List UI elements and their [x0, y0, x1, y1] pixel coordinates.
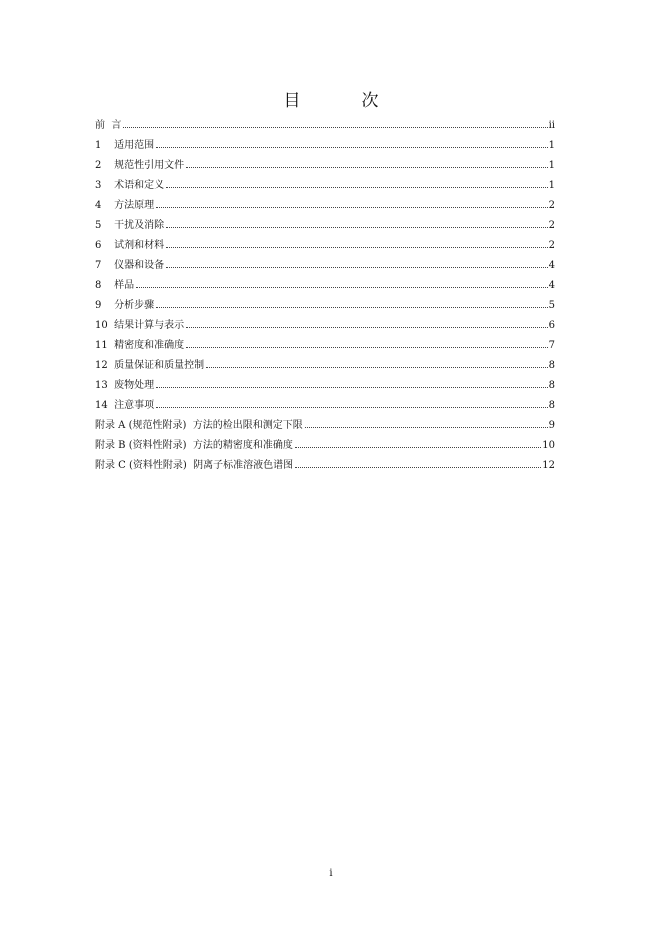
toc-entry-title: 4 方法原理 [95, 200, 155, 211]
toc-entry-page: 5 [548, 300, 555, 311]
toc-entry-title: 9 分析步骤 [95, 300, 155, 311]
toc-entry[interactable] [95, 219, 555, 239]
toc-entry-page: 1 [548, 140, 555, 151]
page-title: 目 次 [283, 91, 401, 111]
page-number: i [329, 868, 333, 879]
dot-leader [305, 427, 548, 428]
toc-entry[interactable] [95, 159, 555, 179]
toc-entry[interactable] [95, 359, 555, 379]
dot-leader [156, 387, 548, 388]
toc-entry-page: ii [548, 120, 555, 131]
toc-entry-page: 8 [548, 360, 555, 371]
toc-entry[interactable] [95, 419, 555, 439]
dot-leader [136, 287, 548, 288]
dot-leader [166, 227, 548, 228]
dot-leader [156, 147, 548, 148]
toc-entry[interactable] [95, 279, 555, 299]
toc-entry-title: 6 试剂和材料 [95, 240, 165, 251]
dot-leader [166, 247, 548, 248]
toc-entry-page: 2 [548, 200, 555, 211]
dot-leader [166, 267, 548, 268]
toc-entry[interactable] [95, 199, 555, 219]
toc-entry-page: 9 [548, 420, 555, 431]
toc-entry[interactable] [95, 259, 555, 279]
toc-entry-title: 3 术语和定义 [95, 180, 165, 191]
toc-entry-page: 10 [542, 440, 555, 451]
dot-leader [295, 447, 541, 448]
toc-entry-title: 10 结果计算与表示 [95, 320, 185, 331]
toc-entry-title: 附录 B (资料性附录) 方法的精密度和准确度 [95, 440, 293, 451]
toc-entry[interactable] [95, 179, 555, 199]
toc-entry-title: 11 精密度和准确度 [95, 340, 185, 351]
toc-entry-title: 附录 A (规范性附录) 方法的检出限和测定下限 [95, 420, 303, 431]
toc-entry[interactable] [95, 299, 555, 319]
toc-entry-page: 1 [548, 180, 555, 191]
toc-entry-title: 14 注意事项 [95, 400, 155, 411]
toc-entry[interactable] [95, 319, 555, 339]
toc-entry-page: 8 [548, 400, 555, 411]
toc-entry-page: 2 [548, 220, 555, 231]
toc-entry-title: 12 质量保证和质量控制 [95, 360, 205, 371]
toc-entry-title: 13 废物处理 [95, 380, 155, 391]
dot-leader [166, 187, 548, 188]
toc-entry-title: 5 干扰及消除 [95, 220, 165, 231]
toc-entry[interactable] [95, 439, 555, 459]
dot-leader [186, 347, 548, 348]
toc-entry[interactable] [95, 239, 555, 259]
dot-leader [156, 207, 548, 208]
dot-leader [156, 307, 548, 308]
toc-entry[interactable] [95, 339, 555, 359]
toc-entry-title: 前 言 [95, 120, 122, 131]
toc-entry-page: 2 [548, 240, 555, 251]
toc-entry-page: 12 [542, 460, 555, 471]
dot-leader [186, 327, 548, 328]
toc-entry-title: 1 适用范围 [95, 140, 155, 151]
dot-leader [206, 367, 548, 368]
dot-leader [123, 127, 547, 128]
toc-entry-page: 7 [548, 340, 555, 351]
toc-entry-title: 8 样品 [95, 280, 135, 291]
table-of-contents [95, 119, 555, 479]
toc-entry[interactable] [95, 379, 555, 399]
toc-entry[interactable] [95, 119, 555, 139]
toc-entry-title: 2 规范性引用文件 [95, 160, 185, 171]
toc-entry-title: 7 仪器和设备 [95, 260, 165, 271]
toc-entry-page: 6 [548, 320, 555, 331]
toc-entry-title: 附录 C (资料性附录) 阴离子标准溶液色谱图 [95, 460, 294, 471]
toc-entry-page: 1 [548, 160, 555, 171]
toc-entry-page: 8 [548, 380, 555, 391]
toc-entry-page: 4 [548, 280, 555, 291]
toc-entry[interactable] [95, 139, 555, 159]
dot-leader [295, 467, 541, 468]
dot-leader [186, 167, 548, 168]
toc-entry[interactable] [95, 399, 555, 419]
dot-leader [156, 407, 548, 408]
toc-entry-page: 4 [548, 260, 555, 271]
toc-entry[interactable] [95, 459, 555, 479]
